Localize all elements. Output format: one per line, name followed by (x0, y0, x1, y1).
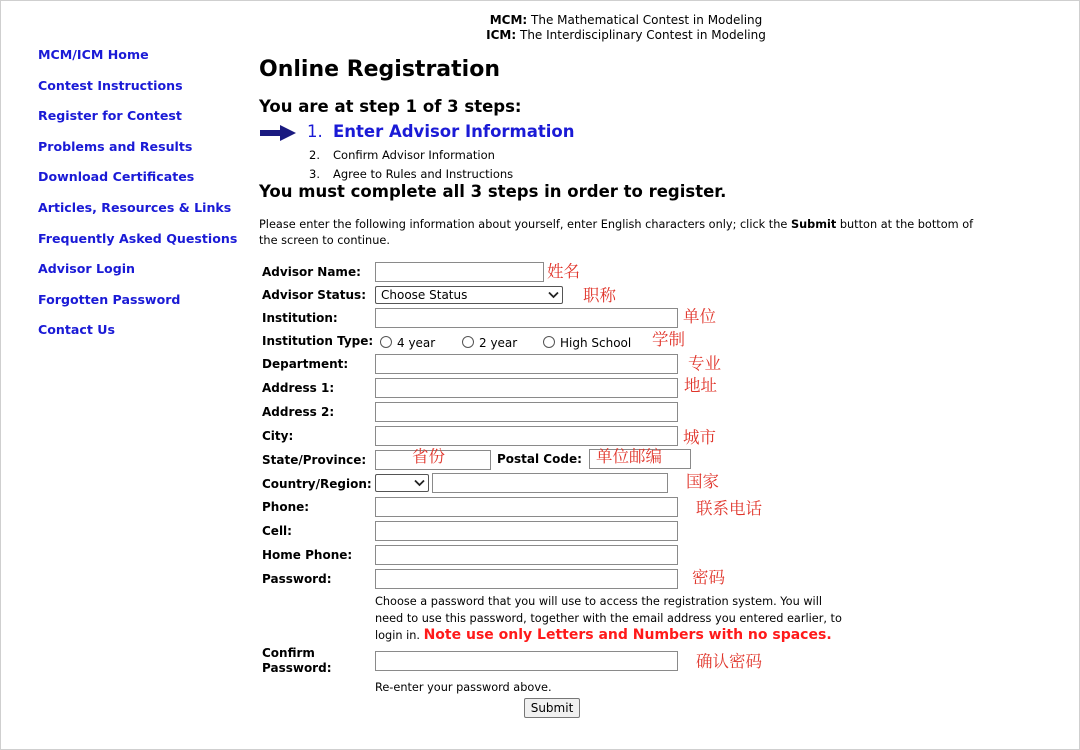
sidebar-item-download-certificates[interactable]: Download Certificates (38, 169, 195, 185)
country-input[interactable] (432, 473, 668, 493)
country-label: Country/Region: (262, 477, 372, 491)
annotation-password: 密码 (692, 568, 725, 587)
annotation-postal: 单位邮编 (596, 447, 662, 466)
sidebar-item-contact-us[interactable]: Contact Us (38, 322, 115, 338)
page-title: Online Registration (259, 57, 500, 82)
advisor-status-select[interactable]: Choose Status (375, 286, 563, 304)
annotation-name: 姓名 (547, 262, 580, 281)
annotation-department: 专业 (688, 354, 721, 373)
password-note: Choose a password that you will use to access the registration system. You will need to use this password, together with the email address you entered earlier, to login in. Note use only Letters and Numbers with no spaces. (375, 595, 842, 643)
phone-input[interactable] (375, 497, 678, 517)
radio-button[interactable] (380, 336, 392, 348)
annotation-phone: 联系电话 (696, 499, 762, 518)
city-input[interactable] (375, 426, 678, 446)
cell-input[interactable] (375, 521, 678, 541)
sidebar-item-contest-instructions[interactable]: Contest Instructions (38, 77, 183, 93)
type-option-4-year[interactable]: 4 year (380, 336, 435, 350)
step-heading: You are at step 1 of 3 steps: (259, 97, 522, 116)
confirm-password-input[interactable] (375, 651, 678, 671)
advisor-name-label: Advisor Name: (262, 265, 361, 279)
annotation-province: 省份 (412, 447, 445, 466)
password-input[interactable] (375, 569, 678, 589)
password-label: Password: (262, 572, 332, 586)
advisor-name-input[interactable] (375, 262, 544, 282)
address1-input[interactable] (375, 378, 678, 398)
sidebar-item-home[interactable]: MCM/ICM Home (38, 47, 149, 62)
annotation-city: 城市 (683, 428, 716, 447)
address2-input[interactable] (375, 402, 678, 422)
postal-code-label: Postal Code: (497, 452, 582, 466)
annotation-type: 学制 (652, 330, 685, 349)
type-option-high-school[interactable]: High School (543, 336, 631, 350)
advisor-status-label: Advisor Status: (262, 288, 366, 302)
completion-requirement: You must complete all 3 steps in order to register. (259, 182, 727, 201)
step-item: 2. Confirm Advisor Information (309, 148, 495, 162)
radio-button[interactable] (543, 336, 555, 348)
chevron-down-icon (548, 291, 559, 299)
sidebar-item-register[interactable]: Register for Contest (38, 108, 182, 124)
step-item: 3. Agree to Rules and Instructions (309, 167, 514, 181)
arrow-right-icon (260, 125, 296, 141)
department-label: Department: (262, 357, 349, 371)
mcm-line: MCM: The Mathematical Contest in Modeling (489, 13, 763, 27)
type-option-2-year[interactable]: 2 year (462, 336, 517, 350)
sidebar-item-faq[interactable]: Frequently Asked Questions (38, 230, 238, 246)
step-number: 1. (307, 122, 323, 141)
phone-label: Phone: (262, 500, 310, 514)
icm-line: ICM: The Interdisciplinary Contest in Modeling (486, 28, 766, 42)
sidebar-item-problems-results[interactable]: Problems and Results (38, 138, 193, 154)
password-warning: Note use only Letters and Numbers with no spaces. (423, 627, 832, 643)
department-input[interactable] (375, 354, 678, 374)
instructions-text: Please enter the following information about yourself, enter English characters only; click the Submit button at the bottom of the screen to continue. (259, 218, 974, 247)
sidebar-nav (38, 46, 238, 352)
home-phone-input[interactable] (375, 545, 678, 565)
site-header (0, 13, 1080, 43)
chevron-down-icon (414, 479, 425, 487)
home-phone-label: Home Phone: (262, 548, 353, 562)
cell-label: Cell: (262, 524, 292, 538)
sidebar-item-articles[interactable]: Articles, Resources & Links (38, 199, 232, 215)
radio-button[interactable] (462, 336, 474, 348)
address2-label: Address 2: (262, 405, 335, 419)
sidebar-item-forgotten-password[interactable]: Forgotten Password (38, 291, 181, 307)
sidebar-item-advisor-login[interactable]: Advisor Login (38, 261, 136, 277)
submit-button[interactable]: Submit (524, 698, 580, 718)
annotation-confirm: 确认密码 (696, 652, 762, 671)
reenter-note: Re-enter your password above. (375, 681, 552, 694)
address1-label: Address 1: (262, 381, 335, 395)
step-label: Enter Advisor Information (333, 122, 575, 141)
country-select[interactable] (375, 474, 429, 492)
annotation-address: 地址 (684, 376, 717, 395)
state-label: State/Province: (262, 453, 367, 467)
institution-type-label: Institution Type: (262, 334, 374, 348)
city-label: City: (262, 429, 294, 443)
confirm-password-label: Confirm Password: (262, 646, 332, 675)
annotation-country: 国家 (686, 472, 719, 491)
annotation-status: 职称 (583, 286, 616, 305)
institution-label: Institution: (262, 311, 338, 325)
annotation-institution: 单位 (683, 307, 716, 326)
institution-input[interactable] (375, 308, 678, 328)
